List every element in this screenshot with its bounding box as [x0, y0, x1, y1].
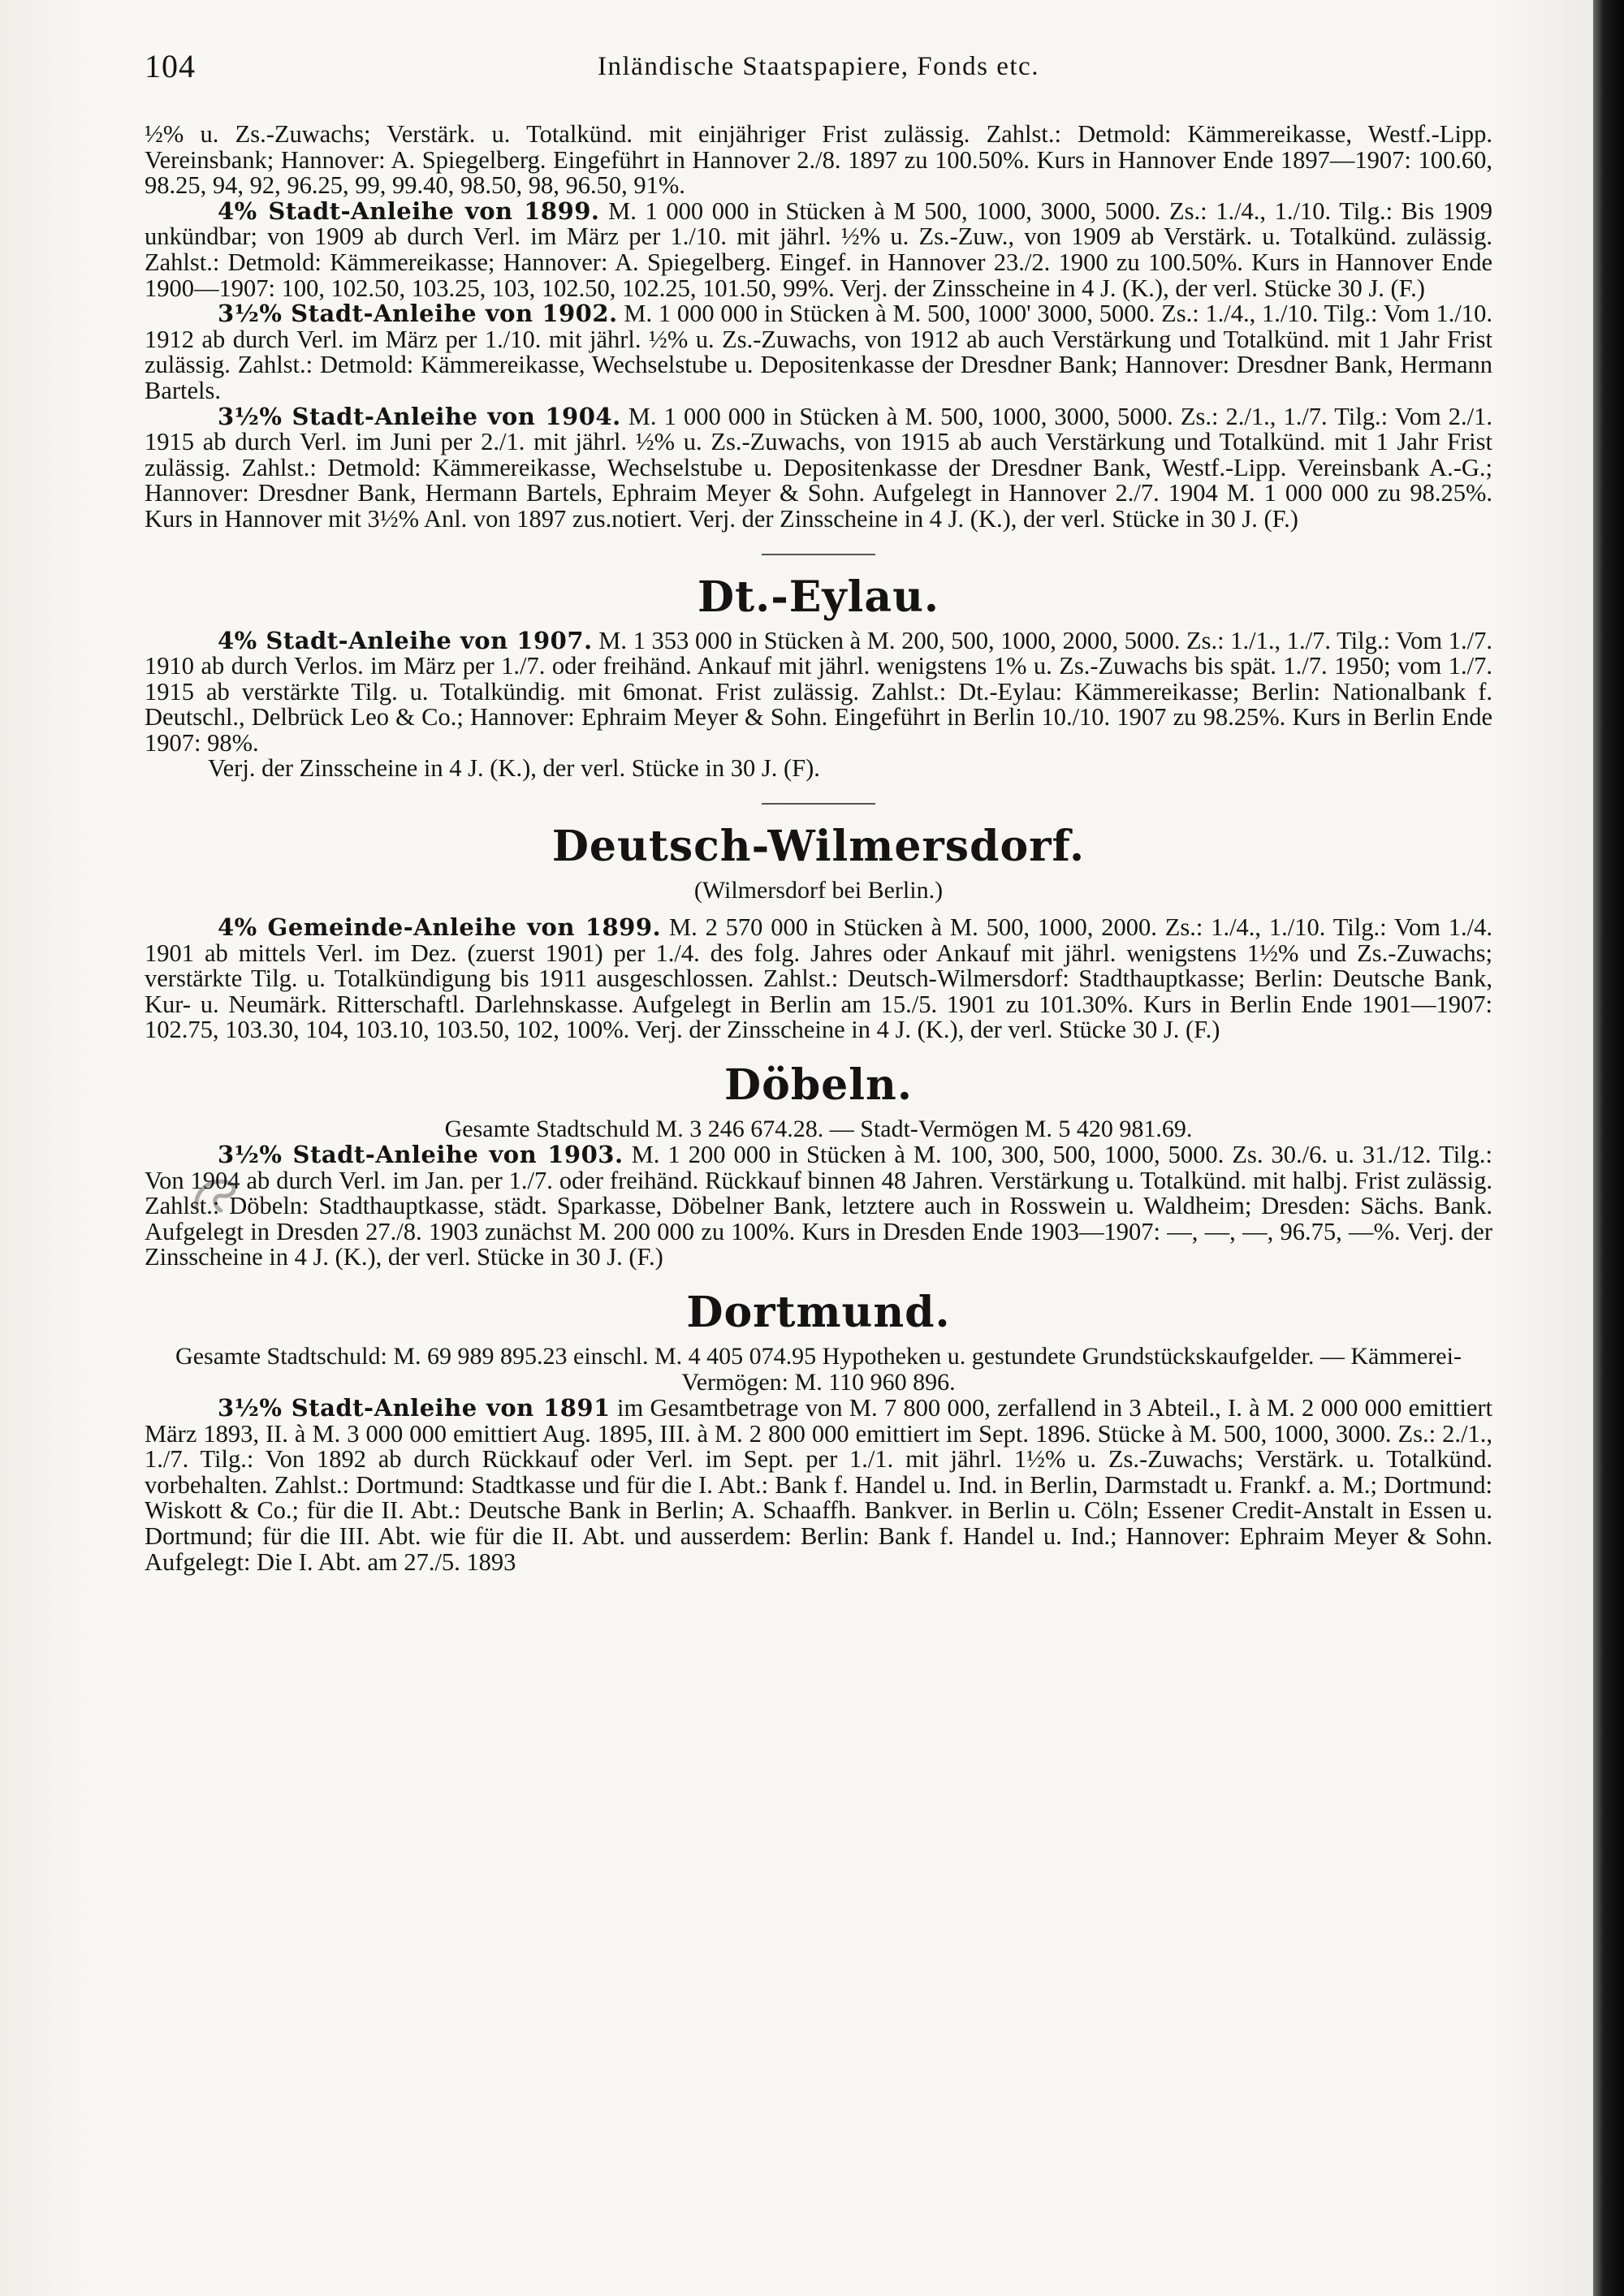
paragraph: 4% Stadt-Anleihe von 1899. M. 1 000 000 in Stücken à M 500, 1000, 3000, 5000. Zs.: 1./4., 1./10. Tilg.: Bis 1909 unkündbar; von 1909 ab durch Verl. im März per 1./10. mit jährl. ½% u. Zs.-Zuw., von 1909 ab Verstärk. u. Totalkünd. zulässig. Zahlst.: Detmold: Kämmereikasse; Hannover: A. Spiegelberg. Eingef. in Hannover 23./2. 1900 zu 100.50%. Kurs in Hannover Ende 1900—1907: 100, 102.50, 103.25, 103, 102.50, 102.25, 101.50, 99%. Verj. der Zinsscheine in 4 J. (K.), der verl. Stücke 30 J. (F.)	[145, 196, 1492, 302]
section-dortmund	[145, 1287, 1492, 1575]
bond-heading: 3½% Stadt-Anleihe von 1891	[218, 1394, 611, 1422]
city-heading: Dortmund.	[686, 1288, 951, 1337]
document-body	[145, 122, 1492, 1575]
city-heading: Deutsch-Wilmersdorf.	[551, 822, 1086, 872]
page-number: 104	[145, 48, 196, 84]
paragraph: 3½% Stadt-Anleihe von 1904. M. 1 000 000 in Stücken à M. 500, 1000, 3000, 5000. Zs.: 2./1., 1./7. Tilg.: Vom 2./1. 1915 ab durch Verl. im Juni per 2./1. mit jährl. ½% u. Zs.-Zuwachs, von 1915 ab auch Verstärkung und Totalkünd. mit 1 Jahr Frist zulässig. Zahlst.: Detmold: Kämmereikasse, Wechselstube u. Depositenkasse der Dresdner Bank, Westf.-Lipp. Vereinsbank A.-G.; Hannover: Dresdner Bank, Hermann Bartels, Ephraim Meyer & Sohn. Aufgelegt in Hannover 2./7. 1904 M. 1 000 000 zu 98.25%. Kurs in Hannover mit 3½% Anl. von 1897 zus.notiert. Verj. der Zinsscheine in 4 J. (K.), der verl. Stücke in 30 J. (F.)	[145, 402, 1492, 533]
section-deutsch-wilmersdorf	[145, 821, 1492, 1043]
section-doebeln	[145, 1060, 1492, 1271]
running-title: Inländische Staatspapiere, Fonds etc.	[598, 52, 1039, 81]
bond-heading: 4% Gemeinde-Anleihe von 1899.	[218, 913, 662, 942]
paragraph: 4% Gemeinde-Anleihe von 1899. M. 2 570 000 in Stücken à M. 500, 1000, 2000. Zs.: 1./4., 1./10. Tilg.: Vom 1./4. 1901 ab mittels Verl. im Dez. (zuerst 1901) per 1./4. des folg. Jahres oder Ankauf mit jährl. wenigstens 1½% und Zs.-Zuwachs; verstärkte Tilg. u. Totalkündigung bis 1911 ausgeschlossen. Zahlst.: Deutsch-Wilmersdorf: Stadthauptkasse; Berlin: Deutsche Bank, Kur- u. Neumärk. Ritterschaftl. Darlehnskasse. Aufgelegt in Berlin am 15./5. 1901 zu 101.30%. Kurs in Berlin Ende 1901—1907: 102.75, 103.30, 104, 103.10, 103.50, 102, 100%. Verj. der Zinsscheine in 4 J. (K.), der verl. Stücke 30 J. (F.)	[145, 913, 1492, 1044]
city-subtitle: (Wilmersdorf bei Berlin.)	[693, 877, 944, 904]
bond-heading: 4% Stadt-Anleihe von 1907.	[218, 626, 593, 654]
bond-heading: 3½% Stadt-Anleihe von 1902.	[218, 300, 618, 328]
page-binding-edge	[1593, 0, 1624, 2296]
page-header	[145, 47, 1492, 96]
paragraph: 3½% Stadt-Anleihe von 1902. M. 1 000 000 in Stücken à M. 500, 1000' 3000, 5000. Zs.: 1./4., 1./10. Tilg.: Vom 1./10. 1912 ab durch Verl. im März per 1./10. mit jährl. ½% u. Zs.-Zuwachs, von 1912 ab auch Verstärkung und Totalkünd. mit 1 Jahr Frist zulässig. Zahlst.: Detmold: Kämmereikasse, Wechselstube u. Depositenkasse der Dresdner Bank; Hannover: Dresdner Bank, Hermann Bartels.	[145, 300, 1492, 404]
paragraph: ½% u. Zs.-Zuwachs; Verstärk. u. Totalkünd. mit einjähriger Frist zulässig. Zahlst.: Detmold: Kämmereikasse, Westf.-Lipp. Vereinsbank; Hannover: A. Spiegelberg. Eingeführt in Hannover 2./8. 1897 zu 100.50%. Kurs in Hannover Ende 1897—1907: 100.60, 98.25, 94, 92, 96.25, 99, 99.40, 98.50, 98, 96.50, 91%.	[145, 120, 1492, 200]
city-subtitle: Gesamte Stadtschuld M. 3 246 674.28. — Stadt-Vermögen M. 5 420 981.69.	[444, 1116, 1193, 1143]
bond-heading: 3½% Stadt-Anleihe von 1904.	[218, 402, 621, 430]
section-detmold-continued	[145, 122, 1492, 533]
section-divider	[762, 803, 875, 805]
paragraph: 4% Stadt-Anleihe von 1907. M. 1 353 000 in Stücken à M. 200, 500, 1000, 2000, 5000. Zs.: 1./1., 1./7. Tilg.: Vom 1./7. 1910 ab durch Verlos. im März per 1./7. oder freihänd. Ankauf mit jährl. wenigstens 1% u. Zs.-Zuwachs bis spät. 1./7. 1950; vom 1./7. 1915 ab verstärkte Tilg. u. Totalkündig. mit 6monat. Frist zulässig. Zahlst.: Dt.-Eylau: Kämmereikasse; Berlin: Nationalbank f. Deutschl., Delbrück Leo & Co.; Hannover: Ephraim Meyer & Sohn. Eingeführt in Berlin 10./10. 1907 zu 98.25%. Kurs in Berlin Ende 1907: 98%.	[145, 626, 1492, 757]
section-divider	[762, 554, 875, 555]
city-subtitle: Gesamte Stadtschuld: M. 69 989 895.23 einschl. M. 4 405 074.95 Hypotheken u. gestundete Grundstückskaufgelder. — Kämmerei-Vermögen: M. 110 960 896.	[175, 1343, 1462, 1396]
bond-heading: 4% Stadt-Anleihe von 1899.	[218, 196, 600, 225]
paragraph: 3½% Stadt-Anleihe von 1903. M. 1 200 000 in Stücken à M. 100, 300, 500, 1000, 5000. Zs. 30./6. u. 31./12. Tilg.: Von 1904 ab durch Verl. im Jan. per 1./7. oder freihänd. Rückkauf binnen 48 Jahren. Verstärkung u. Totalkünd. mit halbj. Frist zulässig. Zahlst.: Döbeln: Stadthauptkasse, städt. Sparkasse, Döbelner Bank, letztere auch in Rosswein u. Waldheim; Dresden: Sächs. Bank. Aufgelegt in Dresden 27./8. 1903 zunächst M. 200 000 zu 100%. Kurs in Dresden Ende 1903—1907: —, —, —, 96.75, —%. Verj. der Zinsscheine in 4 J. (K.), der verl. Stücke in 30 J. (F.)	[145, 1141, 1492, 1271]
bond-heading: 3½% Stadt-Anleihe von 1903.	[218, 1141, 624, 1169]
city-heading: Dt.-Eylau.	[697, 572, 939, 622]
city-heading: Döbeln.	[724, 1060, 913, 1111]
paragraph: 3½% Stadt-Anleihe von 1891 im Gesamtbetrage von M. 7 800 000, zerfallend in 3 Abteil., I. à M. 2 000 000 emittiert März 1893, II. à M. 3 000 000 emittiert Aug. 1895, III. à M. 2 800 000 emittiert im Sept. 1896. Stücke à M. 500, 1000, 3000. Zs.: 2./1., 1./7. Tilg.: Von 1892 ab durch Rückkauf oder Verl. im Sept. per 1./1. mit jährl. 1½% u. Zs.-Zuwachs; Verstärk. u. Totalkünd. vorbehalten. Zahlst.: Dortmund: Stadtkasse und für die I. Abt.: Bank f. Handel u. Ind. in Berlin, Darmstadt u. Frankf. a. M.; Dortmund: Wiskott & Co.; für die II. Abt.: Deutsche Bank in Berlin; A. Schaaffh. Bankver. in Berlin u. Cöln; Essener Credit-Anstalt in Essen u. Dortmund; für die III. Abt. wie für die II. Abt. und ausserdem: Berlin: Bank f. Handel u. Ind.; Hannover: Ephraim Meyer & Sohn. Aufgelegt: Die I. Abt. am 27./5. 1893	[145, 1394, 1493, 1576]
paragraph: Verj. der Zinsscheine in 4 J. (K.), der verl. Stücke in 30 J. (F).	[208, 754, 820, 783]
section-dt-eylau	[145, 572, 1492, 783]
